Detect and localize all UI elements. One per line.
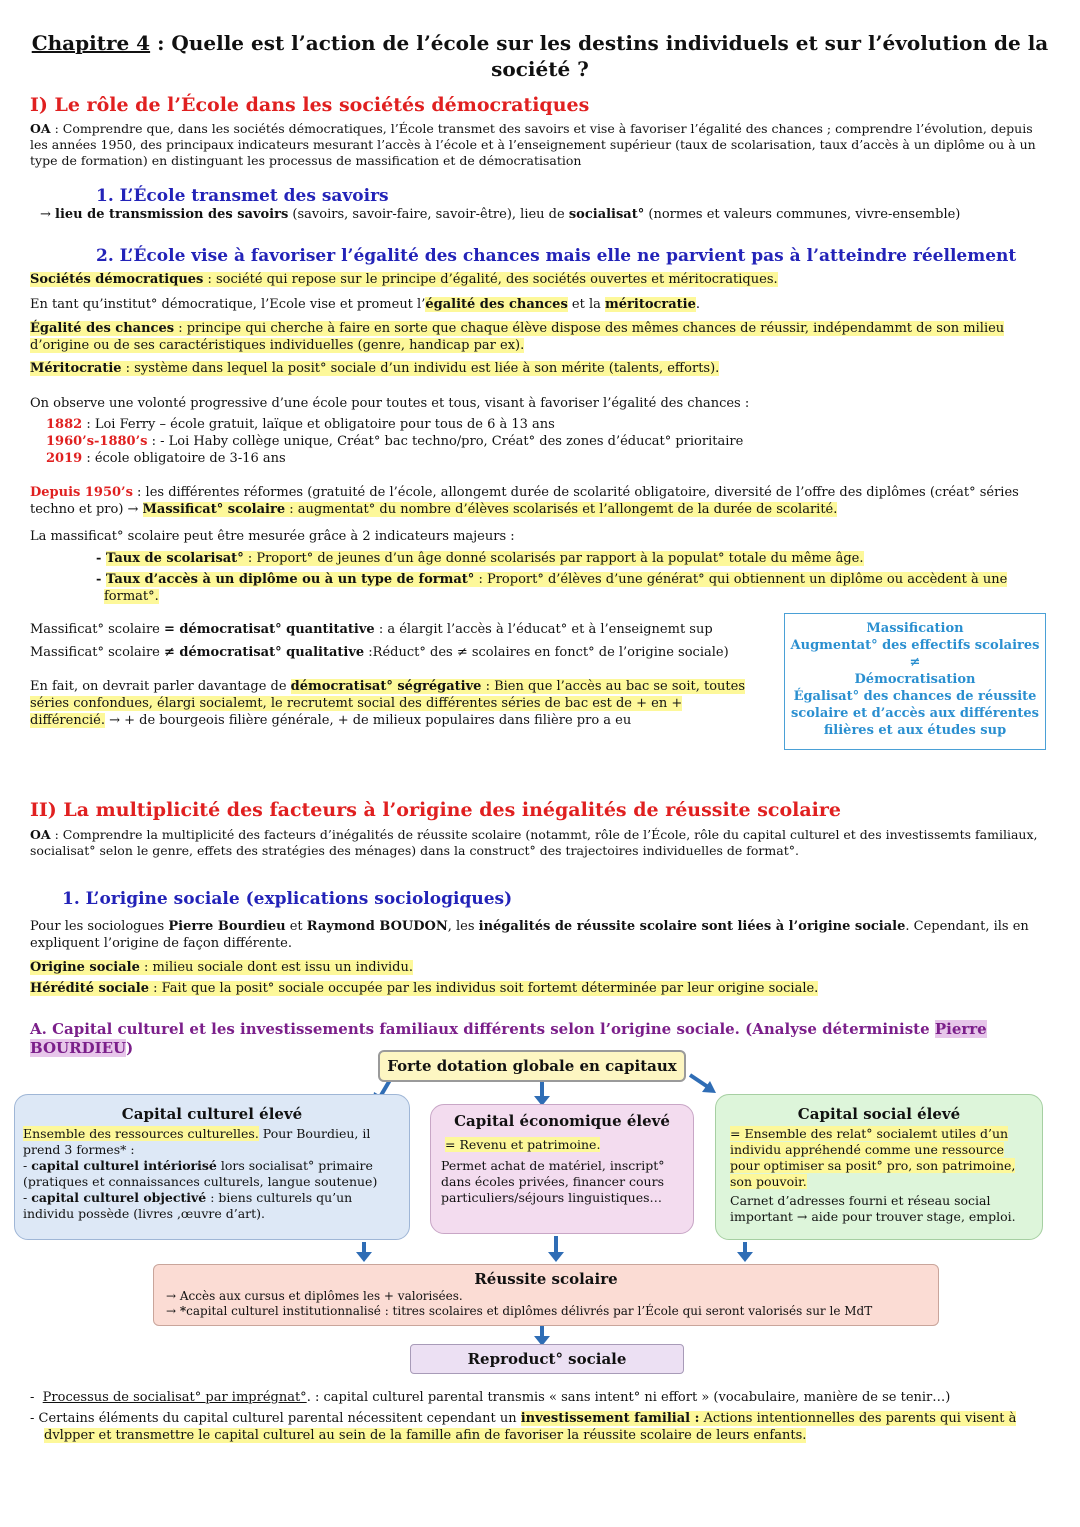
def-societes-democratiques: Sociétés démocratiques : société qui repose sur le principe d’égalité, des sociétés ouvertes et méritocratiques. bbox=[30, 272, 778, 287]
observe-text: On observe une volonté progressive d’une école pour toutes et tous, visant à favoriser l’égalité des chances : bbox=[30, 396, 750, 411]
capital-culturel-text: Ensemble des ressources culturelles. Pour Bourdieu, il prend 3 formes* : - capital culturel intériorisé lors socialisat° primaire (pratiques et connaissances culturels, langue soutenue) - capital culturel objectivé : biens culturels qu’un individu possède (livres ,œuvre d’art). bbox=[23, 1126, 378, 1221]
reussite-line-2: → *capital culturel institutionnalisé : titres scolaires et diplômes délivrés par l’École qui seront valorisés sur le MdT bbox=[166, 1304, 873, 1318]
subsection-1-2-heading: 2. L’École vise à favoriser l’égalité des chances mais elle ne parvient pas à l’atteindre réellement bbox=[96, 246, 1017, 266]
arrow-top-to-social bbox=[690, 1075, 708, 1087]
node-capital-culturel bbox=[14, 1094, 410, 1240]
node-forte-dotation: Forte dotation globale en capitaux bbox=[378, 1050, 686, 1082]
box-democratisation-def: Égalisat° des chances de réussite scolaire et d’accès aux différentes filières et aux études sup bbox=[791, 689, 1039, 738]
capital-social-text-2: Carnet d’adresses fourni et réseau social important → aide pour trouver stage, emploi. bbox=[730, 1193, 1016, 1224]
capital-social-title: Capital social élevé bbox=[797, 1105, 961, 1123]
box-democratisation-title: Démocratisation bbox=[854, 672, 976, 687]
section-2-heading: II) La multiplicité des facteurs à l’origine des inégalités de réussite scolaire bbox=[30, 799, 841, 821]
subsection-2-1-heading: 1. L’origine sociale (explications sociologiques) bbox=[62, 889, 513, 909]
reussite-title: Réussite scolaire bbox=[474, 1270, 618, 1288]
box-massification-title: Massification bbox=[866, 621, 964, 636]
node-reproduction-sociale: Reproduct° sociale bbox=[410, 1344, 684, 1374]
date-1960s: 1960’s-1880’s : - Loi Haby collège unique, Créat° bac techno/pro, Créat° des zones d’éducat° prioritaire bbox=[46, 434, 744, 449]
node-reussite-scolaire bbox=[153, 1264, 939, 1326]
date-1882: 1882 : Loi Ferry – école gratuit, laïque et obligatoire pour tous de 6 à 13 ans bbox=[46, 417, 555, 432]
bullet-investissement: - Certains éléments du capital culturel parental nécessitent cependant un investissement familial : Actions intentionnelles des parents qui visent à dvlpper et transmettre le capital culturel au sein de la famille afin de favoriser la réussite scolaire de leurs enfants. bbox=[30, 1411, 1017, 1443]
massification-quantitative: Massificat° scolaire = démocratisat° quantitative : a élargit l’accès à l’éducat° et à l’enseignemt sup bbox=[30, 622, 713, 637]
massification-qualitative: Massificat° scolaire ≠ démocratisat° qualitative :Réduct° des ≠ scolaires en fonct° de l’origine sociale) bbox=[30, 645, 729, 660]
box-massification-def: Augmentat° des effectifs scolaires bbox=[790, 638, 1040, 653]
capital-economique-text-2: Permet achat de matériel, inscript° dans écoles privées, financer cours particuliers/séjours linguistiques… bbox=[441, 1158, 665, 1205]
capital-economique-title: Capital économique élevé bbox=[454, 1112, 670, 1130]
chapter-label: Chapitre 4 bbox=[31, 31, 151, 55]
def-egalite-chances: Égalité des chances : principe qui cherche à faire en sorte que chaque élève dispose des mêmes chances de réussir, indépendammt de son milieu d’origine ou de ses caractéristiques individuelles (genre, handicap par ex). bbox=[30, 321, 1005, 353]
capital-culturel-title: Capital culturel élevé bbox=[121, 1105, 303, 1123]
section-1-heading: I) Le rôle de l’École dans les sociétés démocratiques bbox=[30, 94, 590, 116]
bullet-impregnation: - Processus de socialisat° par imprégnat°. : capital culturel parental transmis « sans intent° ni effort » (vocabulaire, manière de se tenir…) bbox=[30, 1390, 951, 1405]
box-not-equal: ≠ bbox=[909, 655, 921, 670]
chapter-question: : Quelle est l’action de l’école sur les destins individuels et sur l’évolution de la société ? bbox=[150, 31, 1049, 81]
subsection-1-1-text: → lieu de transmission des savoirs (savoirs, savoir-faire, savoir-être), lieu de socialisat° (normes et valeurs communes, vivre-ensemble) bbox=[40, 207, 961, 222]
sociologues-text: Pour les sociologues Pierre Bourdieu et Raymond BOUDON, les inégalités de réussite scolaire sont liées à l’origine sociale. Cependant, ils en expliquent l’origine de façon différente. bbox=[30, 919, 1029, 951]
reussite-line-1: → Accès aux cursus et diplômes les + valorisées. bbox=[166, 1289, 463, 1303]
institution-text: En tant qu’institut° démocratique, l’Ecole vise et promeut l’égalité des chances et la méritocratie. bbox=[30, 297, 701, 312]
date-2019: 2019 : école obligatoire de 3-16 ans bbox=[46, 451, 286, 466]
indicator-2: - Taux d’accès à un diplôme ou à un type de format° : Proport° d’élèves d’une générat° qui obtiennent un diplôme ou accèdent à une format°. bbox=[96, 572, 1008, 604]
def-heredite-sociale: Hérédité sociale : Fait que la posit° sociale occupée par les individus soit fortemt déterminée par leur origine sociale. bbox=[30, 981, 819, 996]
node-capital-social bbox=[715, 1094, 1043, 1240]
measure-text: La massificat° scolaire peut être mesurée grâce à 2 indicateurs majeurs : bbox=[30, 529, 515, 544]
subsection-1-1-heading: 1. L’École transmet des savoirs bbox=[96, 186, 389, 206]
node-capital-economique bbox=[430, 1104, 694, 1234]
def-origine-sociale: Origine sociale : milieu sociale dont est issu un individu. bbox=[30, 960, 414, 975]
capital-economique-text-1: = Revenu et patrimoine. bbox=[445, 1137, 601, 1152]
subsection-A-heading: A. Capital culturel et les investissements familiaux différents selon l’origine sociale. (Analyse déterministe Pierre BOURDIEU) bbox=[30, 1020, 987, 1057]
democratisation-segregative: En fait, on devrait parler davantage de démocratisat° ségrégative : Bien que l’accès au bac se soit, toutes séries confondues, élargi socialemt, le recrutemt social des différentes séries de bac est de + en + différencié. → + de bourgeois filière générale, + de milieux populaires dans filière pro a eu bbox=[30, 679, 746, 728]
capital-social-text-1: = Ensemble des relat° socialemt utiles d’un individu appréhendé comme une ressource pour optimiser sa posit° pro, son patrimoine, son pouvoir. bbox=[730, 1126, 1016, 1189]
since-1950-text: Depuis 1950’s : les différentes réformes (gratuité de l’école, allongemt durée de scolarité obligatoire, diversité de l’offre des diplômes (créat° séries techno et pro) → Massificat° scolaire : augmentat° du nombre d’élèves scolarisés et l’allongemt de la durée de scolarité. bbox=[30, 485, 1019, 517]
indicator-1: - Taux de scolarisat° : Proport° de jeunes d’un âge donné scolarisés par rapport à la populat° totale du même âge. bbox=[96, 551, 864, 566]
section-1-objective: OA : Comprendre que, dans les sociétés démocratiques, l’École transmet des savoirs et vise à favoriser l’égalité des chances ; comprendre l’évolution, depuis les années 1950, des principaux indicateurs mesurant l’accès à l’école et à l’enseignement supérieur (taux de scolarisation, taux d’accès à un diplôme ou à un type de formation) en distinguant les processus de massification et de démocratisation bbox=[30, 121, 1036, 168]
def-meritocratie: Méritocratie : système dans lequel la posit° sociale d’un individu est liée à son mérite (talents, efforts). bbox=[30, 361, 720, 376]
section-2-objective: OA : Comprendre la multiplicité des facteurs d’inégalités de réussite scolaire (notammt, rôle de l’École, rôle du capital culturel et des investissemts familiaux, socialisat° selon le genre, effets des stratégies des ménages) dans la construct° des trajectoires individuelles de format°. bbox=[30, 827, 1038, 858]
